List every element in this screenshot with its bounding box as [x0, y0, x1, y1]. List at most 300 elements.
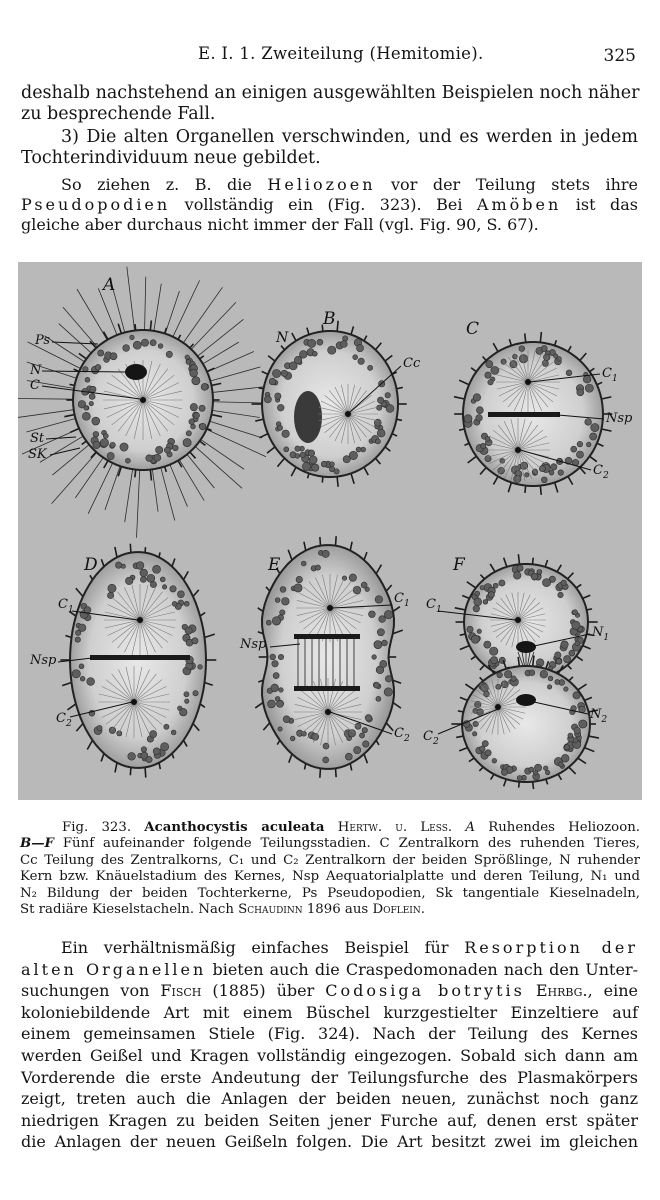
daughter-nucleus — [516, 694, 536, 706]
text-line — [21, 175, 638, 195]
short-spine — [337, 321, 338, 332]
granule — [269, 378, 276, 385]
radial-spine — [18, 410, 74, 419]
short-spine — [277, 458, 284, 466]
granule — [345, 753, 352, 760]
granule — [123, 345, 130, 352]
granule — [75, 637, 80, 642]
cell-D — [60, 544, 216, 778]
granule — [484, 641, 491, 648]
granule — [514, 475, 521, 482]
running-header — [20, 44, 640, 70]
label-C1-E-sub: 1 — [403, 599, 410, 609]
paragraph-2 — [21, 127, 638, 169]
granule — [568, 733, 573, 738]
granule — [107, 592, 113, 598]
granule — [109, 727, 115, 733]
granule — [369, 611, 376, 618]
daughter-plate — [294, 634, 360, 639]
text-line: Tochterindividuum neue gebildet. — [21, 148, 321, 168]
panel-range: B—F — [20, 836, 54, 852]
radial-spine — [170, 465, 188, 507]
label-C: C — [30, 378, 40, 393]
granule — [98, 350, 104, 356]
granule — [192, 377, 200, 385]
granule — [100, 439, 108, 447]
granule — [334, 469, 339, 474]
granule — [141, 747, 146, 752]
short-spine — [545, 560, 547, 567]
granule — [194, 412, 200, 418]
short-spine — [336, 536, 337, 545]
short-spine — [91, 452, 96, 458]
short-spine — [601, 429, 611, 431]
short-spine — [67, 704, 75, 710]
granule — [586, 442, 591, 447]
granule — [480, 443, 485, 448]
granule — [185, 355, 190, 360]
granule — [491, 366, 499, 374]
short-spine — [205, 634, 215, 637]
short-spine — [454, 397, 465, 399]
granule — [162, 585, 166, 589]
granule — [573, 692, 580, 699]
page-number: 325 — [603, 46, 636, 66]
granule — [539, 466, 545, 472]
cell-F-lower — [451, 655, 599, 789]
granule — [557, 357, 562, 362]
label-C2-F: $C_2$ — [423, 729, 439, 747]
short-spine — [385, 447, 390, 451]
short-spine — [540, 486, 541, 495]
granule — [92, 417, 100, 425]
short-spine — [558, 774, 562, 780]
short-spine — [471, 368, 476, 372]
granule — [591, 423, 599, 431]
granule — [569, 650, 575, 656]
short-spine — [597, 443, 603, 446]
radial-spine — [18, 398, 73, 399]
granule — [273, 673, 279, 679]
short-spine — [184, 571, 189, 579]
granule — [363, 741, 369, 747]
granule — [525, 473, 529, 477]
granule — [294, 356, 302, 364]
short-spine — [267, 447, 275, 453]
radial-spine — [88, 463, 112, 514]
short-spine — [259, 434, 268, 438]
granule — [374, 641, 382, 649]
short-spine — [320, 537, 321, 546]
granule — [266, 620, 271, 625]
text-line: niedrigen Kragen zu beiden Seiten jener Furche auf, denen erst später — [21, 1110, 638, 1130]
granule — [103, 433, 108, 438]
granule — [107, 452, 114, 459]
granule — [545, 770, 550, 775]
granule — [72, 670, 80, 678]
author: Hertw. u. Less. — [337, 820, 453, 835]
granule — [343, 336, 348, 341]
granule — [579, 720, 587, 728]
granule — [488, 380, 493, 385]
granule — [561, 641, 569, 649]
caption-line: Cc Teilung des Zentralkorns, C₁ und C₂ Zentralkorn der beiden Sprößlinge, N ruhender — [20, 852, 640, 868]
granule — [574, 727, 581, 734]
text-run: (1885) über — [201, 981, 326, 1001]
granule — [321, 461, 327, 467]
granule — [513, 572, 521, 580]
short-spine — [459, 380, 469, 385]
centriole — [140, 397, 146, 403]
cell-B — [252, 321, 407, 487]
text-line: werden Geißel und Kragen vollständig eingezogen. Sobald sich dann am — [21, 1045, 638, 1065]
granule — [90, 386, 96, 392]
short-spine — [557, 565, 561, 572]
figure-caption — [20, 820, 640, 918]
granule — [185, 627, 192, 634]
granule — [150, 731, 157, 738]
paragraph-3 — [21, 175, 638, 235]
granule — [161, 743, 169, 751]
granule — [564, 745, 569, 750]
short-spine — [533, 782, 534, 789]
granule — [349, 574, 356, 581]
granule — [153, 748, 160, 755]
granule — [483, 599, 488, 604]
spaced-term: Heliozoen — [267, 175, 376, 194]
text-run: , eine — [587, 981, 639, 1001]
granule — [272, 617, 280, 625]
short-spine — [64, 415, 74, 417]
short-spine — [62, 682, 71, 685]
granule — [323, 757, 329, 763]
granule — [183, 438, 191, 446]
granule — [577, 389, 584, 396]
granule — [501, 769, 507, 775]
granule — [153, 565, 161, 573]
granule — [277, 404, 284, 411]
spaced-term: alten Organellen — [21, 959, 207, 979]
radial-spine — [179, 460, 204, 501]
granule — [572, 610, 577, 615]
short-spine — [79, 353, 86, 358]
granule — [362, 727, 367, 732]
granule — [172, 601, 177, 606]
label-Nsp-D: Nsp — [30, 653, 57, 668]
radial-spine — [183, 287, 222, 342]
label-C1-sub: 1 — [611, 374, 618, 384]
granule — [146, 455, 153, 462]
granule — [295, 454, 300, 459]
radial-spine — [173, 280, 200, 336]
short-spine — [386, 723, 393, 731]
granule — [377, 405, 382, 410]
granule — [542, 578, 550, 586]
short-spine — [115, 547, 117, 557]
granule — [278, 654, 283, 659]
radial-spine — [52, 445, 89, 475]
granule — [585, 384, 593, 392]
short-spine — [376, 458, 381, 464]
radial-spine — [191, 302, 236, 349]
short-spine — [130, 767, 131, 775]
granule — [375, 596, 383, 604]
granule — [493, 583, 498, 588]
granule — [472, 732, 476, 736]
granule — [283, 716, 290, 723]
granule — [282, 597, 290, 605]
granule — [555, 679, 560, 684]
text-line — [21, 980, 638, 1002]
granule — [474, 598, 482, 606]
granule — [330, 462, 335, 467]
granule — [300, 452, 305, 457]
short-spine — [150, 320, 151, 330]
label-C2-D: $C_2$ — [56, 711, 72, 729]
granule — [309, 456, 317, 464]
caption-line: N₂ Bildung der beiden Tochterkerne, Ps Pseudopodien, Sk tangentiale Kieselnadeln, — [20, 885, 640, 901]
radial-spine — [210, 421, 263, 438]
granule — [477, 629, 481, 633]
short-spine — [115, 763, 117, 773]
text-line — [21, 937, 638, 959]
granule — [315, 565, 320, 570]
granule — [160, 577, 165, 582]
text-run: Ein verhältnismäßig einfaches Beispiel für — [61, 938, 465, 957]
granule — [302, 462, 310, 470]
text-run: suchungen von — [21, 981, 161, 1001]
short-spine — [262, 371, 268, 374]
panel-ref: A — [465, 820, 475, 835]
text-run: . — [420, 902, 425, 918]
short-spine — [590, 456, 597, 461]
text-run: St radiäre Kieselstacheln. Nach — [20, 902, 239, 918]
granule — [328, 346, 336, 354]
caption-line: Kern bzw. Knäuelstadium des Kernes, Nsp Aequatorialplatte und deren Teilung, N₁ und — [20, 869, 640, 885]
granule — [279, 688, 284, 693]
granule — [312, 351, 317, 356]
granule — [476, 407, 483, 414]
short-spine — [70, 428, 79, 432]
short-spine — [288, 550, 292, 560]
granule — [386, 405, 394, 413]
short-spine — [468, 456, 477, 463]
granule — [558, 470, 564, 476]
label-C1: $C_1$ — [602, 366, 618, 384]
granule — [504, 671, 511, 678]
short-spine — [569, 767, 576, 774]
granule — [490, 647, 498, 655]
granule — [583, 375, 591, 383]
granule — [533, 771, 538, 776]
granule — [572, 621, 580, 629]
short-spine — [578, 758, 586, 763]
granule — [140, 569, 148, 577]
short-spine — [601, 397, 611, 399]
label-Ps: Ps — [35, 333, 51, 348]
granule — [264, 396, 271, 403]
granule — [272, 369, 280, 377]
granule — [186, 360, 191, 365]
short-spine — [104, 461, 108, 468]
radial-spine — [152, 469, 158, 511]
granule — [199, 423, 206, 430]
text-line: zu besprechende Fall. — [21, 104, 216, 124]
granule — [193, 691, 198, 696]
granule — [166, 351, 172, 357]
granule — [531, 573, 538, 580]
label-C2-E: $C_2$ — [394, 726, 410, 744]
granule — [130, 335, 135, 340]
short-spine — [583, 595, 591, 598]
text-line: einem gemeinsamen Stiele (Fig. 324). Nach der Teilung des Kernes — [21, 1024, 638, 1044]
granule — [301, 561, 306, 566]
label-C1-E: $C_1$ — [394, 591, 410, 609]
equatorial-plate — [90, 655, 190, 660]
cell-C — [454, 332, 612, 495]
spaced-term: Codosiga botrytis — [325, 981, 525, 1001]
label-N1-sub: 1 — [603, 633, 610, 643]
short-spine — [145, 767, 146, 777]
text-run: ist das — [561, 195, 638, 214]
granule — [295, 446, 300, 451]
granule — [147, 574, 155, 582]
label-N-B: N — [276, 330, 289, 346]
granule — [84, 406, 88, 410]
short-spine — [307, 328, 309, 335]
short-spine — [364, 552, 367, 560]
granule — [93, 431, 99, 437]
spaced-term: Resorption der — [464, 938, 638, 957]
granule — [372, 655, 377, 660]
granule — [158, 344, 163, 349]
granule — [115, 562, 121, 568]
text-run: vollständig ein (Fig. 323). Bei — [170, 195, 477, 214]
panel-label-C: C — [466, 319, 480, 339]
short-spine — [589, 736, 599, 738]
granule — [384, 688, 392, 696]
granule — [89, 393, 95, 399]
granule — [361, 447, 366, 452]
short-spine — [135, 470, 136, 478]
short-spine — [76, 588, 83, 596]
granule — [82, 412, 90, 420]
equatorial-plate — [488, 412, 560, 417]
granule — [368, 365, 373, 370]
granule — [376, 696, 381, 701]
granule — [501, 359, 506, 364]
text-run: So ziehen z. B. die — [61, 175, 268, 194]
radial-spine — [207, 429, 266, 456]
granule — [191, 424, 196, 429]
short-spine — [583, 646, 591, 649]
granule — [180, 708, 187, 715]
granule — [482, 741, 488, 747]
granule — [475, 591, 480, 596]
paragraph-4 — [21, 937, 638, 1153]
granule — [541, 346, 547, 352]
granule — [473, 721, 478, 726]
granule — [576, 451, 583, 458]
granule — [497, 672, 503, 678]
granule — [361, 582, 367, 588]
granule — [280, 587, 286, 593]
granule — [537, 569, 542, 574]
panel-label-D: D — [84, 555, 98, 575]
short-spine — [211, 383, 221, 385]
short-spine — [172, 559, 175, 567]
short-spine — [580, 353, 586, 360]
short-spine — [504, 558, 507, 567]
granule — [375, 439, 380, 444]
granule — [156, 446, 163, 453]
short-spine — [493, 343, 498, 351]
granule — [117, 731, 122, 736]
granule — [121, 564, 125, 568]
granule — [120, 443, 128, 451]
granule — [184, 692, 189, 697]
radial-spine — [195, 447, 242, 489]
label-N2-sub: 2 — [601, 715, 608, 725]
granule — [125, 577, 132, 584]
granule — [128, 753, 136, 761]
short-spine — [393, 607, 400, 612]
radial-spine — [161, 468, 175, 521]
granule — [136, 562, 144, 570]
radial-spine — [77, 289, 107, 340]
label-Nsp-C: Nsp — [606, 411, 633, 426]
granule — [343, 456, 350, 463]
granule — [577, 441, 583, 447]
granule — [110, 442, 115, 447]
text-line — [21, 959, 638, 981]
granule — [377, 429, 385, 437]
granule — [548, 676, 553, 681]
short-spine — [304, 542, 306, 551]
granule — [270, 654, 276, 660]
granule — [488, 592, 494, 598]
text-line — [21, 195, 638, 215]
short-spine — [584, 748, 594, 752]
granule — [486, 361, 493, 368]
granule — [146, 756, 152, 762]
granule — [198, 665, 203, 670]
granule — [312, 733, 319, 740]
granule — [485, 372, 491, 378]
short-spine — [493, 476, 498, 484]
granule — [171, 730, 176, 735]
short-spine — [336, 768, 337, 777]
granule — [476, 415, 483, 422]
granule — [201, 383, 208, 390]
granule — [141, 339, 148, 346]
granule — [312, 464, 319, 471]
granule — [561, 580, 567, 586]
granule — [564, 687, 569, 692]
label-N2: $N_2$ — [590, 707, 608, 725]
granule — [271, 684, 279, 692]
short-spine — [480, 468, 486, 475]
granule — [190, 369, 198, 377]
text-line: koloniebildende Art mit einem Büschel kurzgestielter Einzeltiere auf — [21, 1002, 638, 1022]
author: Schaudinn — [238, 902, 303, 918]
caption-line — [20, 836, 640, 852]
short-spine — [101, 754, 104, 762]
granule — [585, 419, 592, 426]
granule — [275, 393, 281, 399]
granule — [185, 699, 189, 703]
granule — [177, 591, 184, 598]
